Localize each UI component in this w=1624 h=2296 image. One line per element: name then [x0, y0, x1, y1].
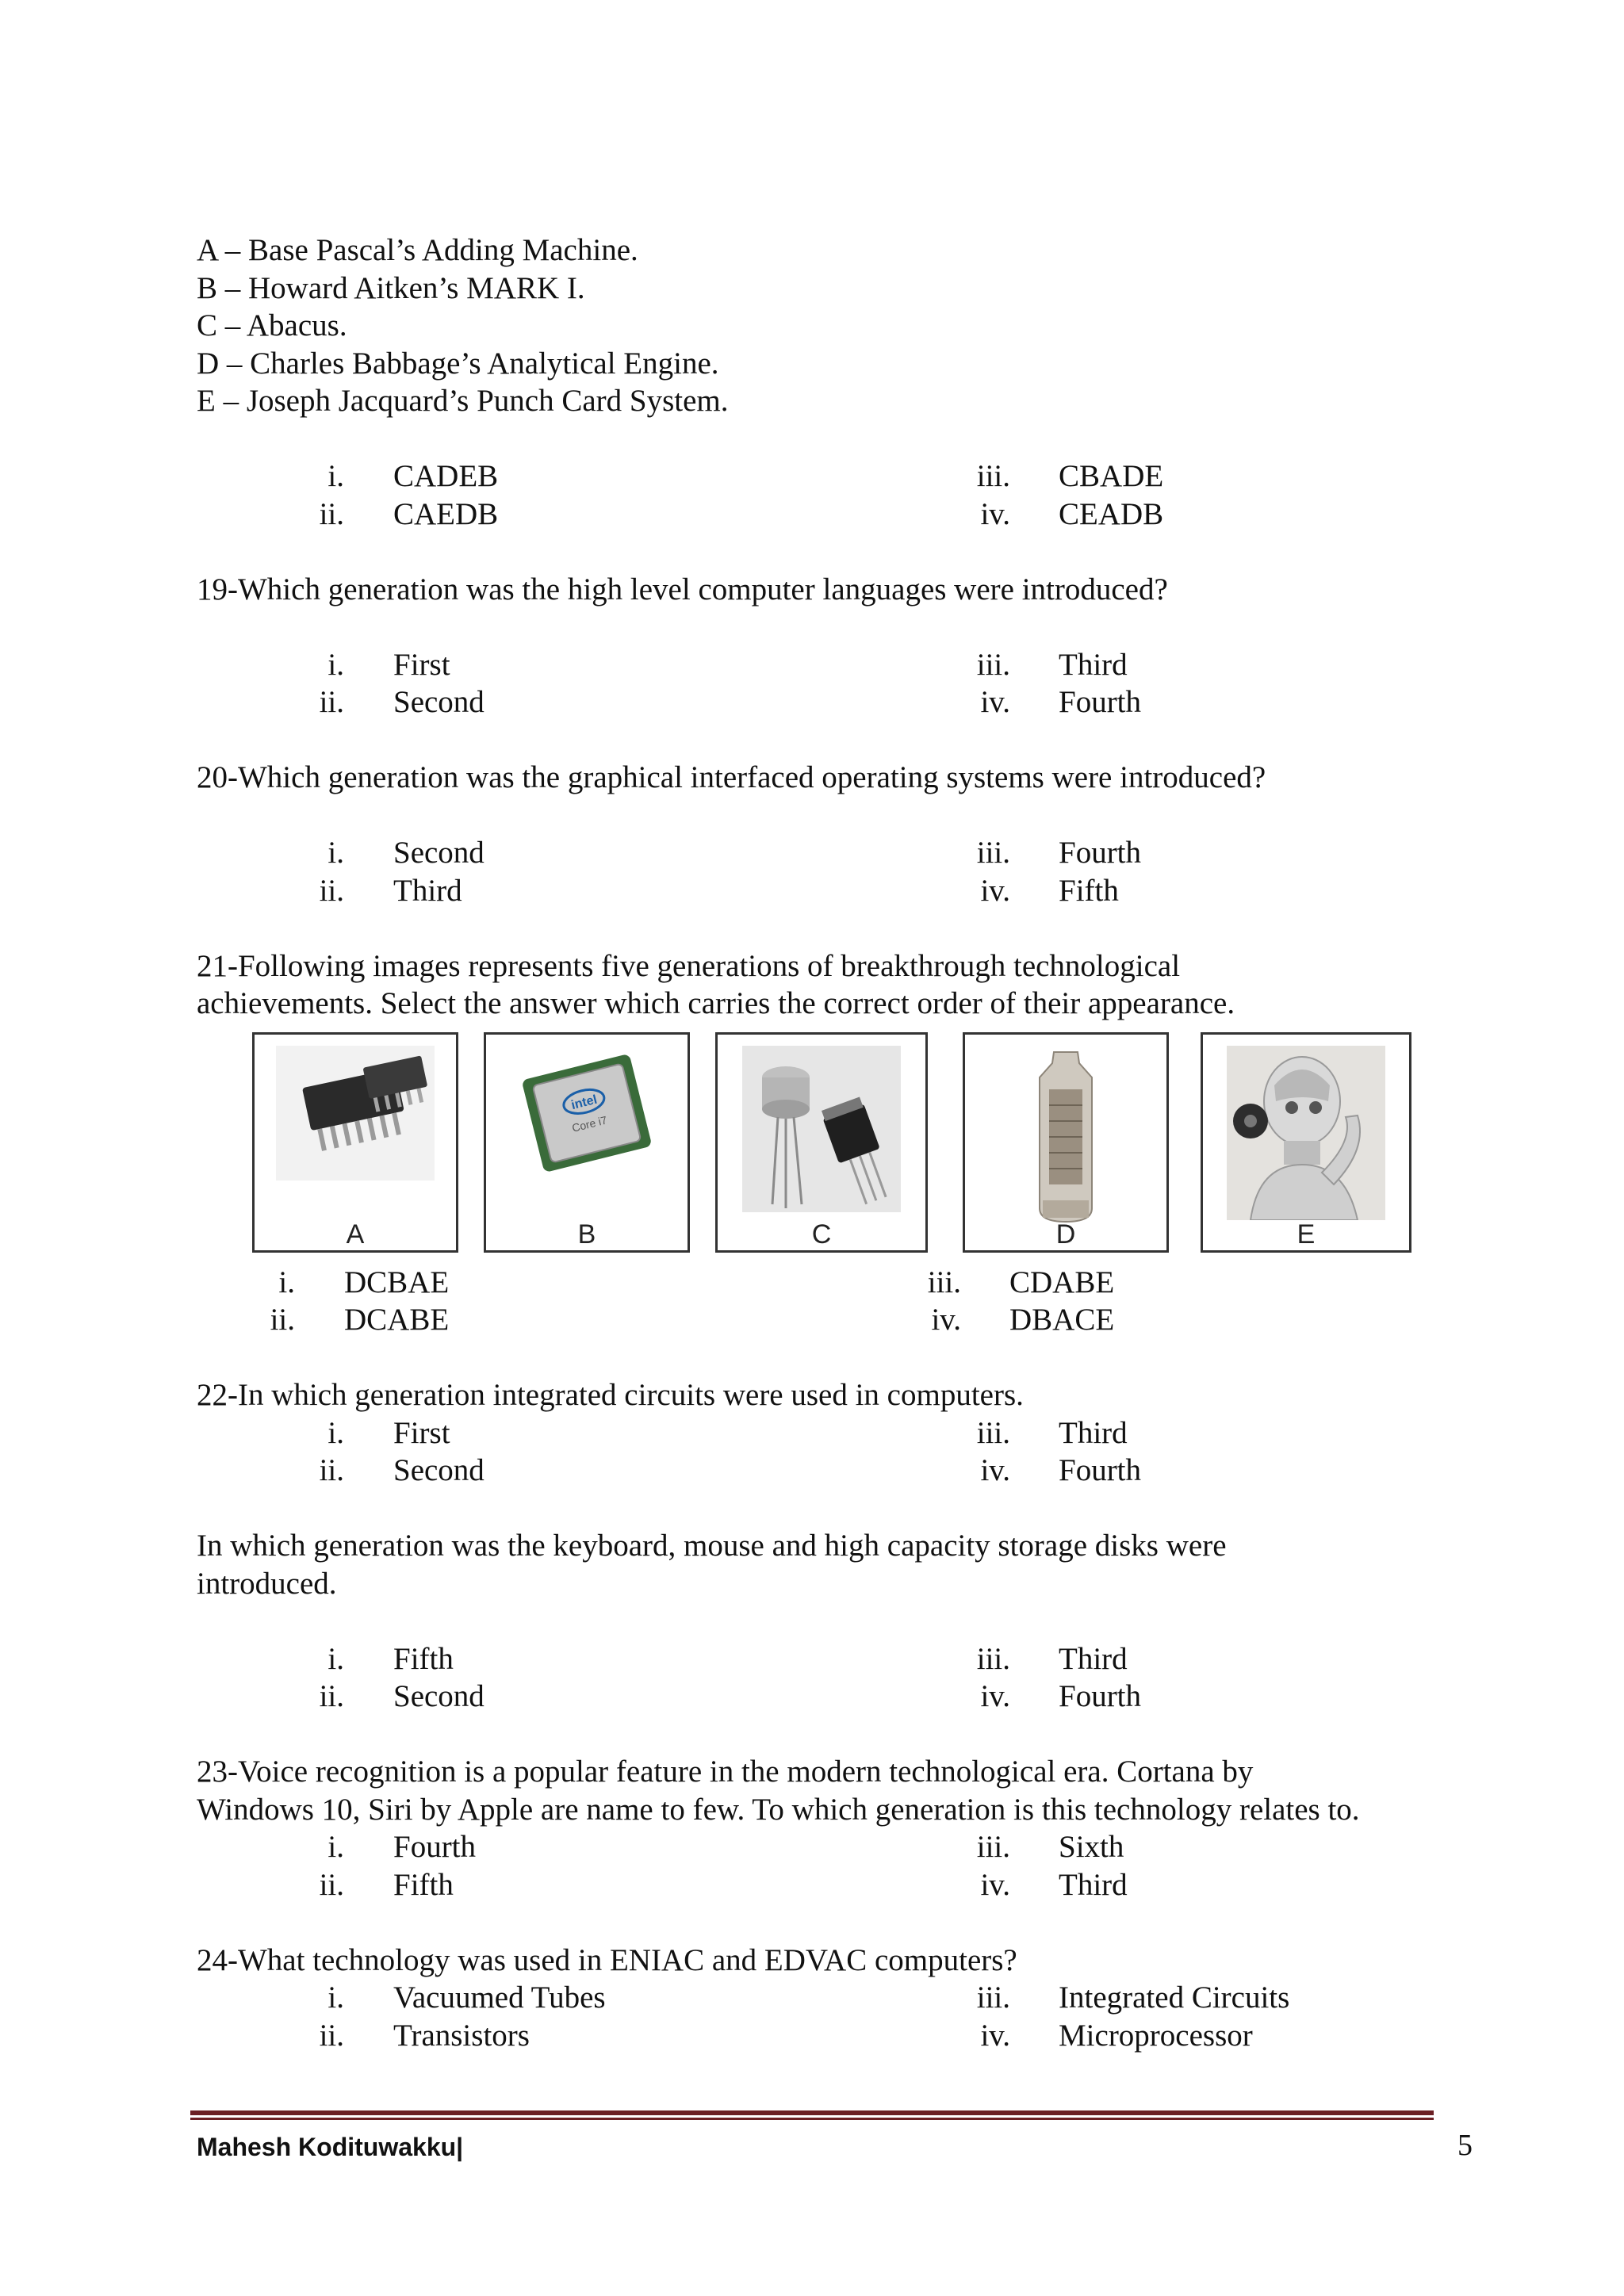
- option-text: Third: [1059, 647, 1128, 682]
- option-text: Fourth: [1059, 685, 1142, 719]
- question-20: 20-Which generation was the graphical interfaced operating systems were introduced?: [197, 760, 1266, 794]
- option-number: ii.: [319, 685, 344, 719]
- matching-item: C – Abacus.: [197, 308, 347, 342]
- integrated-circuit-icon: [276, 1046, 435, 1181]
- option-number: i.: [278, 1265, 295, 1299]
- option-text: Vacuumed Tubes: [393, 1980, 606, 2015]
- option-number: iv.: [980, 685, 1010, 719]
- option-number: iii.: [927, 1265, 961, 1299]
- option-number: ii.: [319, 2018, 344, 2053]
- q19-options: [197, 646, 1434, 721]
- option-number: iii.: [976, 1641, 1010, 1676]
- page-number: 5: [1457, 2129, 1473, 2162]
- figure-label: C: [811, 1219, 832, 1249]
- option-number: ii.: [319, 873, 344, 908]
- robot-icon: [1227, 1046, 1385, 1220]
- option-number: ii.: [270, 1303, 295, 1337]
- option-number: ii.: [319, 496, 344, 531]
- option-text: Integrated Circuits: [1059, 1980, 1290, 2015]
- option-text: CADEB: [393, 459, 499, 493]
- option-text: Third: [1059, 1641, 1128, 1676]
- option-text: DCABE: [344, 1303, 450, 1337]
- option-text: Second: [393, 685, 485, 719]
- matching-item: B – Howard Aitken’s MARK I.: [197, 270, 585, 305]
- option-text: CBADE: [1059, 459, 1164, 493]
- option-text: Microprocessor: [1059, 2018, 1253, 2053]
- figure-label: A: [346, 1219, 365, 1249]
- option-text: Fifth: [1059, 873, 1119, 908]
- question-keyboard-line-2: introduced.: [197, 1566, 337, 1601]
- option-number: iv.: [980, 1867, 1010, 1902]
- option-text: Fifth: [393, 1867, 454, 1902]
- matching-list: [197, 232, 1434, 420]
- option-number: iv.: [980, 496, 1010, 531]
- question-21-line-2: achievements. Select the answer which carries the correct order of their appearance.: [197, 986, 1235, 1020]
- figure-c: [715, 1032, 928, 1253]
- option-text: DCBAE: [344, 1265, 450, 1299]
- option-text: Fifth: [393, 1641, 454, 1676]
- option-text: Fourth: [393, 1830, 477, 1864]
- question-22: 22-In which generation integrated circuits were used in computers.: [197, 1378, 1024, 1412]
- option-number: iii.: [976, 1415, 1010, 1450]
- q21-options: [197, 1264, 1434, 1339]
- option-text: Fourth: [1059, 1679, 1142, 1713]
- footer-author: Mahesh Kodituwakku|: [197, 2133, 464, 2161]
- q23-options: [197, 1828, 1434, 1904]
- option-text: First: [393, 647, 450, 682]
- q24-options: [197, 1979, 1434, 2054]
- option-number: iv.: [931, 1303, 961, 1337]
- option-text: Fourth: [1059, 836, 1142, 870]
- option-number: iii.: [976, 1830, 1010, 1864]
- option-number: iv.: [980, 873, 1010, 908]
- question-23-line-2: Windows 10, Siri by Apple are name to few. To which generation is this technology relates to.: [197, 1792, 1360, 1827]
- q22-options: [197, 1414, 1434, 1490]
- figure-label: D: [1055, 1219, 1076, 1249]
- option-number: iii.: [976, 647, 1010, 682]
- option-text: Third: [1059, 1415, 1128, 1450]
- option-text: Second: [393, 1453, 485, 1487]
- svg-text:Core i7: Core i7: [570, 1112, 609, 1135]
- question-19: 19-Which generation was the high level computer languages were introduced?: [197, 572, 1168, 607]
- option-text: Transistors: [393, 2018, 530, 2053]
- option-number: iii.: [976, 836, 1010, 870]
- worksheet-page: [197, 232, 1434, 2054]
- option-number: iv.: [980, 1453, 1010, 1487]
- q-keyboard-options: [197, 1640, 1434, 1716]
- option-number: i.: [327, 1830, 344, 1864]
- vacuum-tube-icon: [1014, 1046, 1117, 1228]
- option-number: iv.: [980, 1679, 1010, 1713]
- figure-a: [252, 1032, 458, 1253]
- option-text: Sixth: [1059, 1830, 1124, 1864]
- matching-item: A – Base Pascal’s Adding Machine.: [197, 233, 638, 267]
- option-number: i.: [327, 459, 344, 493]
- question-24: 24-What technology was used in ENIAC and EDVAC computers?: [197, 1942, 1017, 1977]
- matching-item: D – Charles Babbage’s Analytical Engine.: [197, 346, 719, 381]
- option-number: i.: [327, 1980, 344, 2015]
- question-21-line-1: 21-Following images represents five generations of breakthrough technological: [197, 948, 1181, 983]
- option-text: Second: [393, 1679, 485, 1713]
- transistor-icon: [742, 1046, 901, 1212]
- option-number: ii.: [319, 1679, 344, 1713]
- option-text: DBACE: [1009, 1303, 1115, 1337]
- figure-label: B: [577, 1219, 596, 1249]
- option-text: Fourth: [1059, 1453, 1142, 1487]
- option-number: i.: [327, 1415, 344, 1450]
- figure-e: [1201, 1032, 1411, 1253]
- option-number: ii.: [319, 1867, 344, 1902]
- figure-label: E: [1297, 1219, 1316, 1249]
- option-number: i.: [327, 836, 344, 870]
- option-number: iv.: [980, 2018, 1010, 2053]
- processor-chip-icon: [508, 1046, 666, 1181]
- option-number: iii.: [976, 459, 1010, 493]
- svg-text:intel: intel: [569, 1093, 599, 1112]
- option-text: CDABE: [1009, 1265, 1115, 1299]
- footer-rule: [190, 2110, 1434, 2122]
- figure-b: [484, 1032, 690, 1253]
- option-text: Third: [393, 873, 462, 908]
- option-text: Second: [393, 836, 485, 870]
- q20-options: [197, 834, 1434, 909]
- q18-options: [197, 457, 1434, 533]
- option-number: ii.: [319, 1453, 344, 1487]
- matching-item: E – Joseph Jacquard’s Punch Card System.: [197, 384, 729, 418]
- option-number: iii.: [976, 1980, 1010, 2015]
- option-number: i.: [327, 1641, 344, 1676]
- question-23-line-1: 23-Voice recognition is a popular feature in the modern technological era. Cortana by: [197, 1755, 1254, 1789]
- option-number: i.: [327, 647, 344, 682]
- question-keyboard-line-1: In which generation was the keyboard, mouse and high capacity storage disks were: [197, 1529, 1227, 1563]
- option-text: Third: [1059, 1867, 1128, 1902]
- figure-d: [963, 1032, 1169, 1253]
- option-text: CEADB: [1059, 496, 1164, 531]
- generation-figures: [197, 1032, 1434, 1264]
- option-text: CAEDB: [393, 496, 499, 531]
- option-text: First: [393, 1415, 450, 1450]
